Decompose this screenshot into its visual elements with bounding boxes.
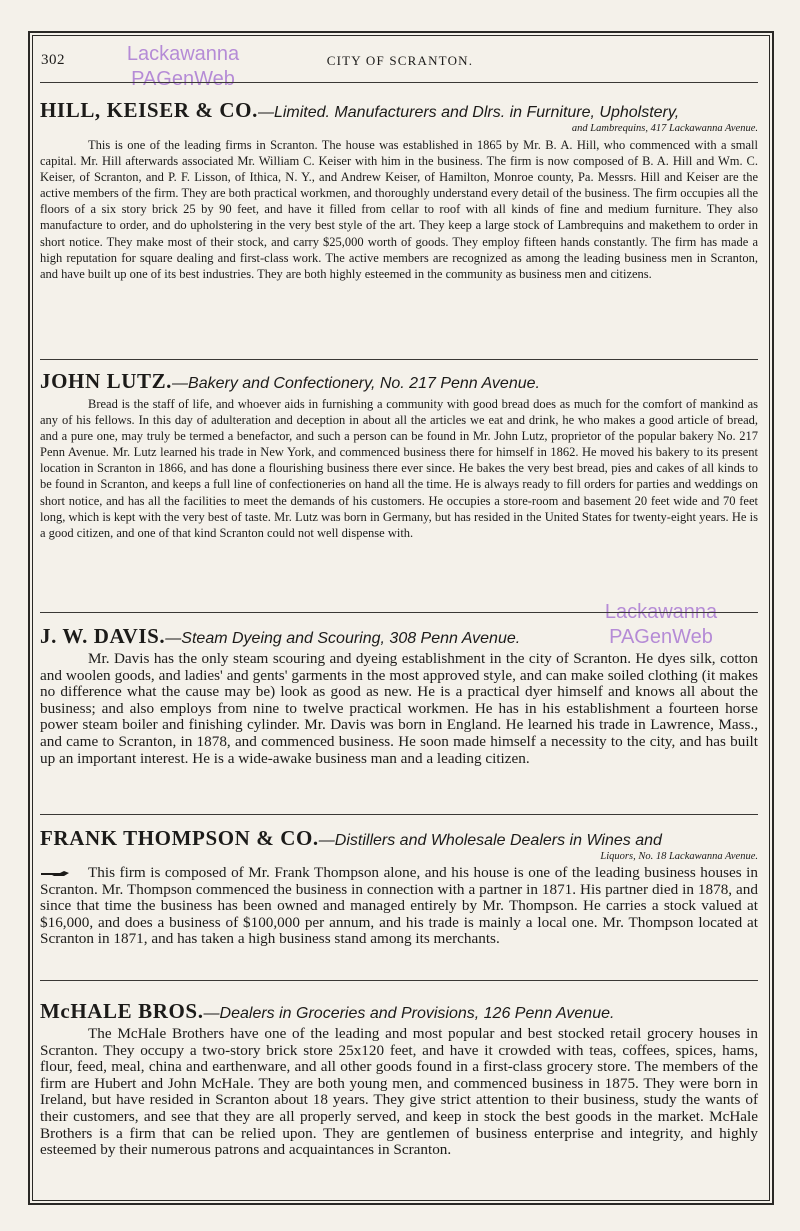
- entry-body: This is one of the leading firms in Scranton. The house was established in 1865 by Mr. B. A. Hill, who commenced with a small capital. Mr. Hill afterwards associated Mr. William C. Keiser with him in the business. The firm is now composed of B. A. Hill and Wm. C. Keiser, of Scranton, and P. F. Lisson, of Ithica, N. Y., and Andrew Keiser, of Hamilton, Monroe county, Pa. Messrs. Hill and Keiser are the active members of the firm. They are both practical workmen, and thoroughly understand every detail of the business. The firm occupies all the floors of a six story brick 25 by 90 feet, and have it filled from cellar to roof with all kinds of fine and medium furniture. They also manufacture to order, and do upholstering in the very best style of the art. They keep a large stock of Lambrequins and makethem to order in short notice. They make most of their stock, and carry $25,000 worth of goods. They employ fifteen hands constantly. The firm has made a high reputation for square dealing and first-class work. The active members are recognized as among the leading business men in Scranton, and have built up one of its best industries. They are both highly esteemed in the community as business men and citizens.: [40, 138, 758, 281]
- entry-body: [40, 865, 758, 948]
- section-divider: [40, 612, 758, 613]
- entry-john-lutz: [40, 369, 758, 541]
- entry-body-text: This firm is composed of Mr. Frank Thompson alone, and his house is one of the leading business houses in Scranton. Mr. Thompson commenced the business in connection with a partner in 1871. His partner died in 1878, and since that time the business has been owned and managed entirely by Mr. Thompson. He carries a stock valued at $16,000, and does a business of $100,000 per annum, and his trade is mainly a local one. Mr. Thompson located at Scranton in 1871, and has taken a high business stand among its merchants.: [40, 864, 758, 948]
- firm-description: —Dealers in Groceries and Provisions, 126 Penn Avenue.: [203, 1005, 615, 1022]
- page-number: 302: [41, 52, 65, 68]
- firm-description: —Steam Dyeing and Scouring, 308 Penn Avenue.: [165, 630, 521, 647]
- section-divider: [40, 359, 758, 360]
- entry-heading: [40, 826, 758, 853]
- entry-hill-keiser: [40, 98, 758, 282]
- section-divider: [40, 980, 758, 981]
- section-divider: [40, 814, 758, 815]
- firm-description: —Bakery and Confectionery, No. 217 Penn Avenue.: [172, 375, 540, 392]
- entry-body: Mr. Davis has the only steam scouring and dyeing establishment in the city of Scranton. He dyes silk, cotton and woolen goods, and ladies' and gents' garments in the most approved style, and can make soiled clothing (it makes no difference what the cause may be) look as good as new. He is a practical dyer himself and knows all about the business; and also employs from nine to twelve practical workmen. He has in his establishment a fourteen horse power steam boiler and finishing cylinder. Mr. Davis was born in England. He learned his trade in Lawrence, Mass., and came to Scranton, in 1878, and commenced business. He soon made himself a necessity to the city, and has built up an important interest. He is a wide-awake business man and a leading citizen.: [40, 650, 758, 767]
- firm-name: FRANK THOMPSON & CO.: [40, 826, 319, 850]
- section-divider: [40, 82, 758, 83]
- firm-name: HILL, KEISER & CO.: [40, 98, 258, 122]
- firm-address: and Lambrequins, 417 Lackawanna Avenue.: [571, 123, 758, 134]
- entry-body: The McHale Brothers have one of the leading and most popular and best stocked retail grocery houses in Scranton. They occupy a two-story brick store 25x120 feet, and have it crowded with teas, coffees, spices, hams, flour, feed, meal, china and earthenware, and all other goods found in a first-class grocery store. The members of the firm are Hubert and John McHale. They are both young men, and commenced business in 1875. They were born in Ireland, but have resided in Scranton about 18 years. They give strict attention to their business, study the wants of their customers, and see that they are all properly served, and keep in stock the best goods in the market. McHale Brothers is a firm that can be relied upon. They are gentlemen of business enterprise and integrity, and highly esteemed by their numerous patrons and acquaintances in Scranton.: [40, 1025, 758, 1159]
- running-head: CITY OF SCRANTON.: [326, 53, 474, 68]
- entry-body: Bread is the staff of life, and whoever aids in furnishing a community with good bread does as much for the comfort of mankind as any of his fellows. In this day of adulteration and deception in about all the articles we eat and drink, he who makes a good article of bread, and a pure one, may truly be termed a benefactor, and such a person can be found in Mr. John Lutz, proprietor of the popular bakery No. 217 Penn Avenue. Mr. Lutz learned his trade in New York, and commenced business there for himself in 1862. He moved his bakery to its present location in Scranton in 1866, and has done a flourishing business there ever since. He bakes the very best bread, pies and cakes of all kinds to be found in Scranton, and keeps a full line of confectioneries on hand all the time. He is always ready to fill orders for parties and weddings on short notice, and has all the facilities to meet the demands of his customers. He occupies a store-room and basement 20 feet wide and 70 feet long, which is kept with the very best of taste. Mr. Lutz was born in Germany, but has resided in the United States for twenty-eight years. He is a good citizen, and one of that kind Scranton could not well dispense with.: [40, 397, 758, 540]
- entry-heading: [40, 98, 758, 125]
- watermark-line: Lackawanna: [126, 43, 240, 65]
- watermark: [108, 42, 258, 92]
- firm-name: JOHN LUTZ.: [40, 369, 173, 393]
- watermark-line: Lackawanna: [604, 601, 718, 623]
- entry-heading: [40, 369, 758, 396]
- entry-jw-davis: [40, 624, 758, 767]
- firm-description: —Limited. Manufacturers and Dlrs. in Furniture, Upholstery,: [257, 104, 680, 121]
- entry-mchale-bros: [40, 999, 758, 1159]
- entry-heading: [40, 999, 758, 1026]
- firm-name: J. W. DAVIS.: [40, 624, 166, 648]
- firm-name: McHALE BROS.: [40, 999, 204, 1023]
- entry-frank-thompson: [40, 826, 758, 948]
- entry-heading: [40, 624, 758, 651]
- watermark-line: PAGenWeb: [609, 626, 713, 648]
- firm-address: Liquors, No. 18 Lackawanna Avenue.: [600, 851, 758, 862]
- pointing-hand-icon: [40, 870, 70, 878]
- watermark-line: PAGenWeb: [131, 68, 235, 90]
- firm-description: —Distillers and Wholesale Dealers in Wines and: [318, 832, 662, 849]
